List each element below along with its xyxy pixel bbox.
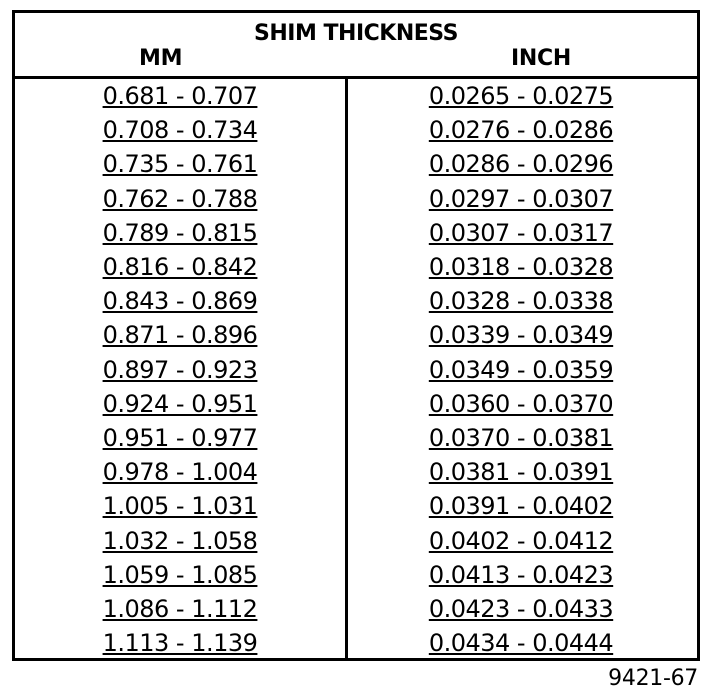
cell-mm: 1.032 - 1.058 [102, 526, 258, 555]
cell-mm: 0.708 - 0.734 [102, 116, 258, 145]
table-row [15, 284, 697, 318]
cell-inch: 0.0339 - 0.0349 [428, 321, 614, 350]
cell-inch: 0.0370 - 0.0381 [428, 423, 614, 452]
table-row [15, 626, 697, 660]
column-header-inch: INCH [511, 46, 571, 71]
table-header [15, 13, 697, 76]
cell-inch: 0.0391 - 0.0402 [428, 492, 614, 521]
cell-inch: 0.0286 - 0.0296 [428, 150, 614, 179]
table-row [15, 421, 697, 455]
cell-mm: 1.113 - 1.139 [102, 629, 258, 658]
cell-mm: 0.897 - 0.923 [102, 355, 258, 384]
cell-mm: 0.843 - 0.869 [102, 287, 258, 316]
column-header-mm: MM [139, 46, 183, 71]
cell-mm: 0.816 - 0.842 [102, 253, 258, 282]
cell-inch: 0.0276 - 0.0286 [428, 116, 614, 145]
cell-mm: 0.978 - 1.004 [102, 458, 258, 487]
cell-inch: 0.0434 - 0.0444 [428, 629, 614, 658]
table-row [15, 523, 697, 557]
cell-inch: 0.0413 - 0.0423 [428, 560, 614, 589]
cell-mm: 0.924 - 0.951 [102, 389, 258, 418]
table-row [15, 558, 697, 592]
table-row [15, 113, 697, 147]
cell-inch: 0.0423 - 0.0433 [428, 594, 614, 623]
table-row [15, 592, 697, 626]
table-row [15, 216, 697, 250]
cell-inch: 0.0402 - 0.0412 [428, 526, 614, 555]
cell-inch: 0.0381 - 0.0391 [428, 458, 614, 487]
cell-mm: 0.762 - 0.788 [102, 184, 258, 213]
cell-inch: 0.0265 - 0.0275 [428, 82, 614, 111]
cell-inch: 0.0360 - 0.0370 [428, 389, 614, 418]
cell-mm: 1.005 - 1.031 [102, 492, 258, 521]
table-row [15, 79, 697, 113]
cell-mm: 0.871 - 0.896 [102, 321, 258, 350]
table-row [15, 455, 697, 489]
cell-inch: 0.0349 - 0.0359 [428, 355, 614, 384]
table-row [15, 147, 697, 181]
table-row [15, 250, 697, 284]
table-row [15, 353, 697, 387]
cell-mm: 1.059 - 1.085 [102, 560, 258, 589]
cell-mm: 0.735 - 0.761 [102, 150, 258, 179]
cell-inch: 0.0328 - 0.0338 [428, 287, 614, 316]
table-body [15, 76, 697, 660]
cell-mm: 0.681 - 0.707 [102, 82, 258, 111]
table-row [15, 489, 697, 523]
cell-inch: 0.0318 - 0.0328 [428, 253, 614, 282]
table-row [15, 182, 697, 216]
table-row [15, 387, 697, 421]
cell-inch: 0.0307 - 0.0317 [428, 218, 614, 247]
cell-mm: 0.951 - 0.977 [102, 423, 258, 452]
figure-reference: 9421-67 [608, 666, 698, 691]
cell-inch: 0.0297 - 0.0307 [428, 184, 614, 213]
table-title: SHIM THICKNESS [254, 21, 458, 46]
shim-thickness-table [12, 10, 700, 661]
cell-mm: 0.789 - 0.815 [102, 218, 258, 247]
cell-mm: 1.086 - 1.112 [102, 594, 258, 623]
table-row [15, 318, 697, 352]
